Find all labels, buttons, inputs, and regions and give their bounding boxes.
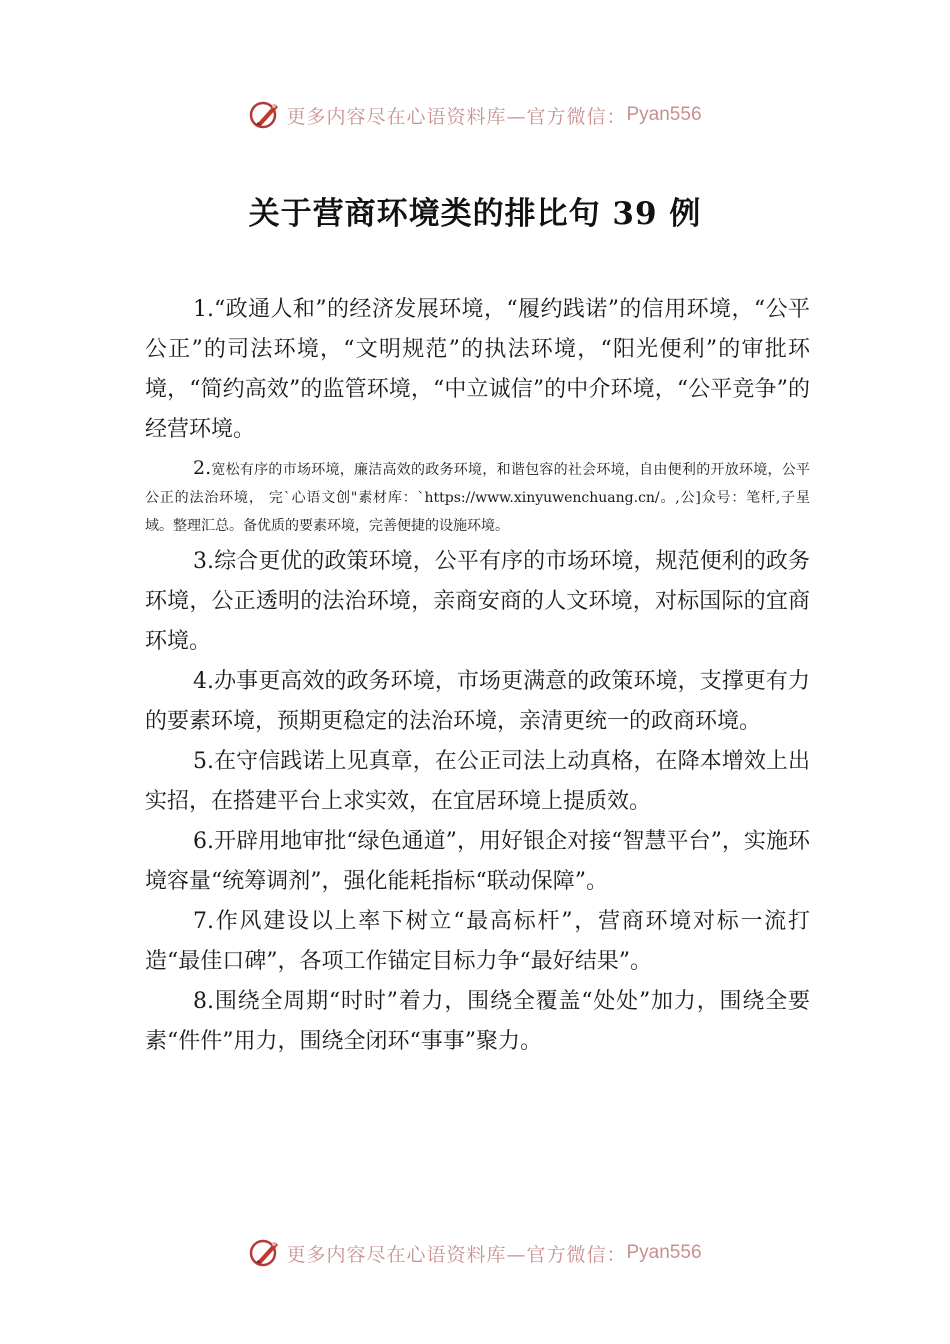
pen-logo-icon — [248, 1236, 282, 1270]
footer-banner — [0, 1233, 950, 1273]
list-item: 8.围绕全周期“时时”着力，围绕全覆盖“处处”加力，围绕全要素“件件”用力，围绕全闭环“事事”聚力。 — [145, 989, 810, 1054]
list-item: 5.在守信践诺上见真章，在公正司法上动真格，在降本增效上出实招，在搭建平台上求实效，在宜居环境上提质效。 — [145, 749, 810, 814]
banner-wechat-id: Pyan556 — [626, 104, 702, 125]
banner-text: 更多内容尽在心语资料库—官方微信： — [286, 105, 627, 128]
banner-wechat-id: Pyan556 — [626, 1242, 702, 1263]
list-item: 6.开辟用地审批“绿色通道”，用好银企对接“智慧平台”，实施环境容量“统筹调剂”，强化能耗指标“联动保障”。 — [145, 829, 810, 894]
list-item: 4.办事更高效的政务环境，市场更满意的政策环境，支撑更有力的要素环境，预期更稳定的法治环境，亲清更统一的政商环境。 — [145, 669, 810, 734]
list-item: 7.作风建设以上率下树立“最高标杆”，营商环境对标一流打造“最佳口碑”，各项工作锚定目标力争“最好结果”。 — [145, 909, 810, 974]
header-banner — [0, 95, 950, 135]
list-item: 1.“政通人和”的经济发展环境，“履约践诺”的信用环境，“公平公正”的司法环境，“文明规范”的执法环境，“阳光便利”的审批环境，“简约高效”的监管环境，“中立诚信”的中介环境，“公平竞争”的经营环境。 — [145, 297, 810, 442]
list-item: 2.宽松有序的市场环境，廉洁高效的政务环境，和谐包容的社会环境，自由便利的开放环境，公平公正的法治环境， 完`心语文创"素材库：`https://www.xinyuwenchuang.cn/。,公]众号：笔杆,子星域。整理汇总。备优质的要素环境，完善便捷的设施环境。 — [145, 457, 810, 534]
document-body — [145, 290, 810, 1062]
pen-logo-icon — [248, 98, 282, 132]
banner-text: 更多内容尽在心语资料库—官方微信： — [286, 1243, 627, 1266]
page-title: 关于营商环境类的排比句 39 例 — [248, 196, 702, 232]
list-item: 3.综合更优的政策环境，公平有序的市场环境，规范便利的政务环境，公正透明的法治环境，亲商安商的人文环境，对标国际的宜商环境。 — [145, 549, 810, 654]
